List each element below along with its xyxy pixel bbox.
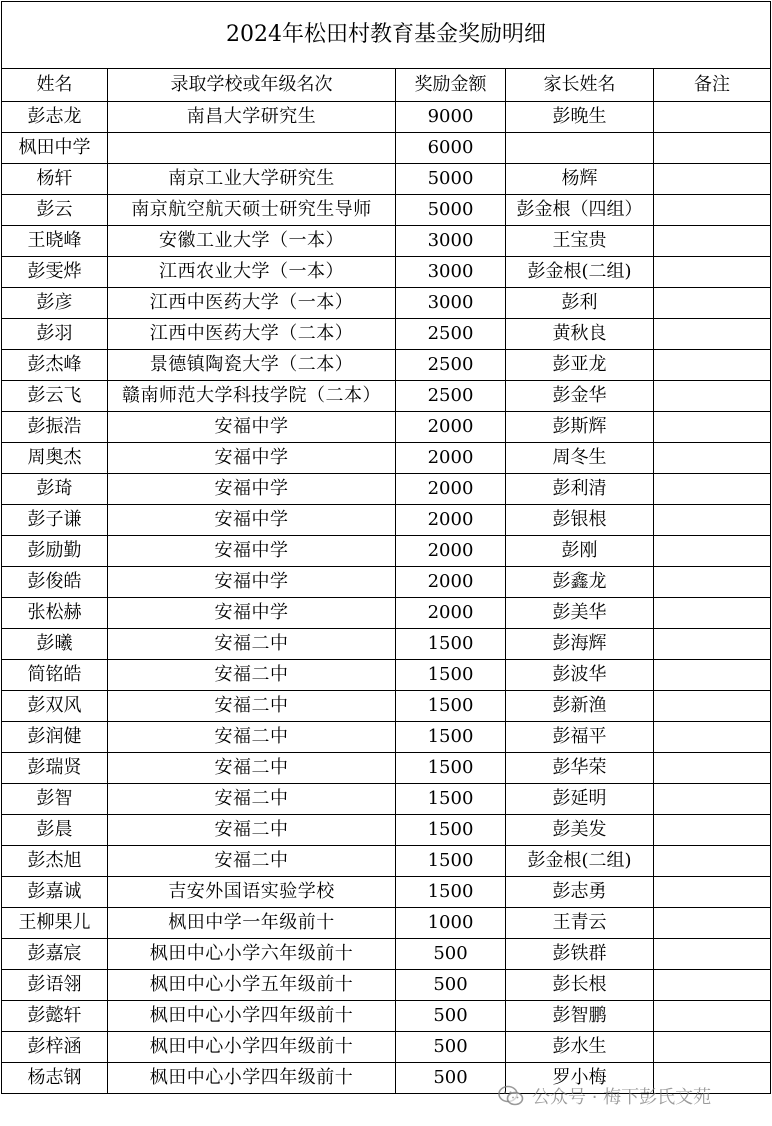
header-row [2,69,771,102]
cell-school: 安福中学 [108,412,396,443]
table-row [2,1001,771,1032]
cell-name: 彭嘉诚 [2,877,108,908]
cell-name: 彭子谦 [2,505,108,536]
cell-name: 彭云飞 [2,381,108,412]
table-row [2,164,771,195]
cell-amount: 3000 [396,257,506,288]
cell-name: 彭双风 [2,691,108,722]
cell-note [654,629,771,660]
table-row [2,970,771,1001]
table-row [2,319,771,350]
cell-note [654,164,771,195]
cell-note [654,908,771,939]
cell-note [654,505,771,536]
cell-school: 安福二中 [108,753,396,784]
cell-name: 彭懿轩 [2,1001,108,1032]
table-row [2,474,771,505]
cell-name: 彭志龙 [2,102,108,133]
cell-note [654,598,771,629]
cell-parent: 彭美华 [506,598,654,629]
cell-school: 安福中学 [108,474,396,505]
cell-amount: 1500 [396,877,506,908]
cell-name: 彭俊皓 [2,567,108,598]
cell-note [654,784,771,815]
cell-amount: 500 [396,1032,506,1063]
header-parent: 家长姓名 [506,69,654,102]
table-row [2,567,771,598]
cell-name: 周奥杰 [2,443,108,474]
cell-parent: 彭利 [506,288,654,319]
cell-note [654,815,771,846]
cell-amount: 1500 [396,784,506,815]
cell-parent: 彭新渔 [506,691,654,722]
cell-school: 枫田中心小学四年级前十 [108,1001,396,1032]
cell-note [654,257,771,288]
table-row [2,691,771,722]
cell-parent: 彭美发 [506,815,654,846]
cell-school: 安福二中 [108,691,396,722]
cell-school: 安福中学 [108,443,396,474]
cell-name: 彭梓涵 [2,1032,108,1063]
cell-amount: 1500 [396,846,506,877]
cell-school: 枫田中心小学六年级前十 [108,939,396,970]
cell-note [654,1032,771,1063]
cell-school: 南京工业大学研究生 [108,164,396,195]
cell-parent: 彭金根(二组) [506,257,654,288]
cell-name: 王柳果儿 [2,908,108,939]
table-row [2,102,771,133]
cell-school: 南京航空航天硕士研究生导师 [108,195,396,226]
cell-amount: 2000 [396,536,506,567]
cell-note [654,567,771,598]
cell-school: 枫田中心小学五年级前十 [108,970,396,1001]
cell-parent: 彭波华 [506,660,654,691]
cell-amount: 1500 [396,691,506,722]
table-row [2,505,771,536]
cell-school: 安福二中 [108,784,396,815]
cell-parent: 王青云 [506,908,654,939]
cell-school: 江西中医药大学（二本） [108,319,396,350]
header-name: 姓名 [2,69,108,102]
cell-amount: 1500 [396,722,506,753]
cell-parent: 彭银根 [506,505,654,536]
cell-parent: 彭华荣 [506,753,654,784]
cell-name: 彭语翎 [2,970,108,1001]
cell-school: 枫田中心小学四年级前十 [108,1032,396,1063]
cell-name: 彭润健 [2,722,108,753]
table-row [2,877,771,908]
cell-amount: 1500 [396,753,506,784]
cell-school: 安福中学 [108,536,396,567]
cell-amount: 2000 [396,474,506,505]
cell-name: 彭羽 [2,319,108,350]
cell-name: 彭瑞贤 [2,753,108,784]
cell-note [654,443,771,474]
cell-parent: 彭长根 [506,970,654,1001]
table-body [2,102,771,1094]
table-row [2,443,771,474]
cell-school: 安福二中 [108,660,396,691]
cell-note [654,102,771,133]
cell-note [654,195,771,226]
cell-parent: 彭鑫龙 [506,567,654,598]
table-row [2,288,771,319]
table-row [2,226,771,257]
cell-school: 安福二中 [108,846,396,877]
cell-amount: 3000 [396,288,506,319]
cell-amount: 1500 [396,815,506,846]
cell-amount: 9000 [396,102,506,133]
cell-school: 吉安外国语实验学校 [108,877,396,908]
cell-name: 彭励勤 [2,536,108,567]
cell-note [654,350,771,381]
sheet-title: 2024年松田村教育基金奖励明细 [2,2,771,69]
table-row [2,1063,771,1094]
cell-name: 彭云 [2,195,108,226]
cell-school: 安徽工业大学（一本） [108,226,396,257]
cell-school: 安福二中 [108,722,396,753]
cell-parent: 彭斯辉 [506,412,654,443]
cell-parent: 彭水生 [506,1032,654,1063]
cell-school: 江西农业大学（一本） [108,257,396,288]
table-row [2,722,771,753]
table-row [2,846,771,877]
cell-note [654,753,771,784]
cell-note [654,226,771,257]
cell-note [654,877,771,908]
cell-amount: 1500 [396,660,506,691]
cell-parent: 彭利清 [506,474,654,505]
cell-name: 彭曦 [2,629,108,660]
cell-amount: 2000 [396,443,506,474]
cell-amount: 2000 [396,567,506,598]
table-row [2,536,771,567]
cell-note [654,939,771,970]
cell-school: 安福中学 [108,567,396,598]
cell-school [108,133,396,164]
cell-amount: 500 [396,1063,506,1094]
header-school: 录取学校或年级名次 [108,69,396,102]
cell-amount: 500 [396,970,506,1001]
table-row [2,598,771,629]
cell-amount: 5000 [396,195,506,226]
cell-school: 安福二中 [108,629,396,660]
cell-parent: 彭福平 [506,722,654,753]
cell-amount: 2000 [396,598,506,629]
cell-name: 彭晨 [2,815,108,846]
cell-parent: 王宝贵 [506,226,654,257]
table-row [2,350,771,381]
cell-parent: 彭刚 [506,536,654,567]
cell-amount: 1500 [396,629,506,660]
cell-amount: 2500 [396,350,506,381]
cell-parent: 杨辉 [506,164,654,195]
cell-parent: 彭海辉 [506,629,654,660]
header-amount: 奖励金额 [396,69,506,102]
table-row [2,908,771,939]
cell-amount: 6000 [396,133,506,164]
cell-parent: 彭亚龙 [506,350,654,381]
table-row [2,1032,771,1063]
cell-note [654,133,771,164]
cell-parent: 罗小梅 [506,1063,654,1094]
cell-amount: 2500 [396,319,506,350]
cell-amount: 2000 [396,412,506,443]
header-note: 备注 [654,69,771,102]
cell-note [654,846,771,877]
cell-parent: 彭延明 [506,784,654,815]
cell-note [654,412,771,443]
cell-note [654,722,771,753]
cell-note [654,536,771,567]
cell-note [654,660,771,691]
cell-name: 彭雯烨 [2,257,108,288]
cell-name: 张松赫 [2,598,108,629]
table-row [2,660,771,691]
cell-school: 江西中医药大学（一本） [108,288,396,319]
cell-name: 彭琦 [2,474,108,505]
cell-note [654,691,771,722]
reward-table [1,1,771,1094]
table-row [2,133,771,164]
cell-amount: 3000 [396,226,506,257]
cell-amount: 500 [396,1001,506,1032]
cell-parent: 彭晚生 [506,102,654,133]
table-row [2,381,771,412]
cell-name: 彭杰峰 [2,350,108,381]
cell-note [654,1063,771,1094]
cell-school: 赣南师范大学科技学院（二本） [108,381,396,412]
table-row [2,784,771,815]
cell-school: 安福中学 [108,505,396,536]
cell-note [654,381,771,412]
cell-name: 王晓峰 [2,226,108,257]
cell-parent: 周冬生 [506,443,654,474]
cell-name: 彭嘉宸 [2,939,108,970]
title-row [2,2,771,69]
cell-note [654,288,771,319]
cell-parent [506,133,654,164]
table-row [2,753,771,784]
cell-parent: 彭金根（四组） [506,195,654,226]
table-row [2,815,771,846]
table-row [2,257,771,288]
cell-school: 南昌大学研究生 [108,102,396,133]
cell-parent: 彭铁群 [506,939,654,970]
cell-note [654,970,771,1001]
cell-name: 彭振浩 [2,412,108,443]
cell-parent: 彭金根(二组) [506,846,654,877]
cell-note [654,319,771,350]
cell-parent: 彭智鹏 [506,1001,654,1032]
cell-name: 彭彦 [2,288,108,319]
cell-name: 杨志钢 [2,1063,108,1094]
cell-amount: 2000 [396,505,506,536]
cell-amount: 1000 [396,908,506,939]
cell-parent: 彭金华 [506,381,654,412]
cell-amount: 500 [396,939,506,970]
cell-school: 安福二中 [108,815,396,846]
cell-school: 景德镇陶瓷大学（二本） [108,350,396,381]
cell-amount: 2500 [396,381,506,412]
cell-school: 枫田中学一年级前十 [108,908,396,939]
watermark-text: 公众号 · 梅下彭氏文苑 [532,1087,712,1108]
cell-name: 彭智 [2,784,108,815]
table-row [2,939,771,970]
cell-name: 彭杰旭 [2,846,108,877]
cell-note [654,474,771,505]
cell-parent: 彭志勇 [506,877,654,908]
table-row [2,629,771,660]
cell-name: 简铭皓 [2,660,108,691]
cell-name: 杨轩 [2,164,108,195]
cell-amount: 5000 [396,164,506,195]
cell-name: 枫田中学 [2,133,108,164]
cell-note [654,1001,771,1032]
cell-school: 安福中学 [108,598,396,629]
table-row [2,412,771,443]
cell-school: 枫田中心小学四年级前十 [108,1063,396,1094]
table-row [2,195,771,226]
cell-parent: 黄秋良 [506,319,654,350]
